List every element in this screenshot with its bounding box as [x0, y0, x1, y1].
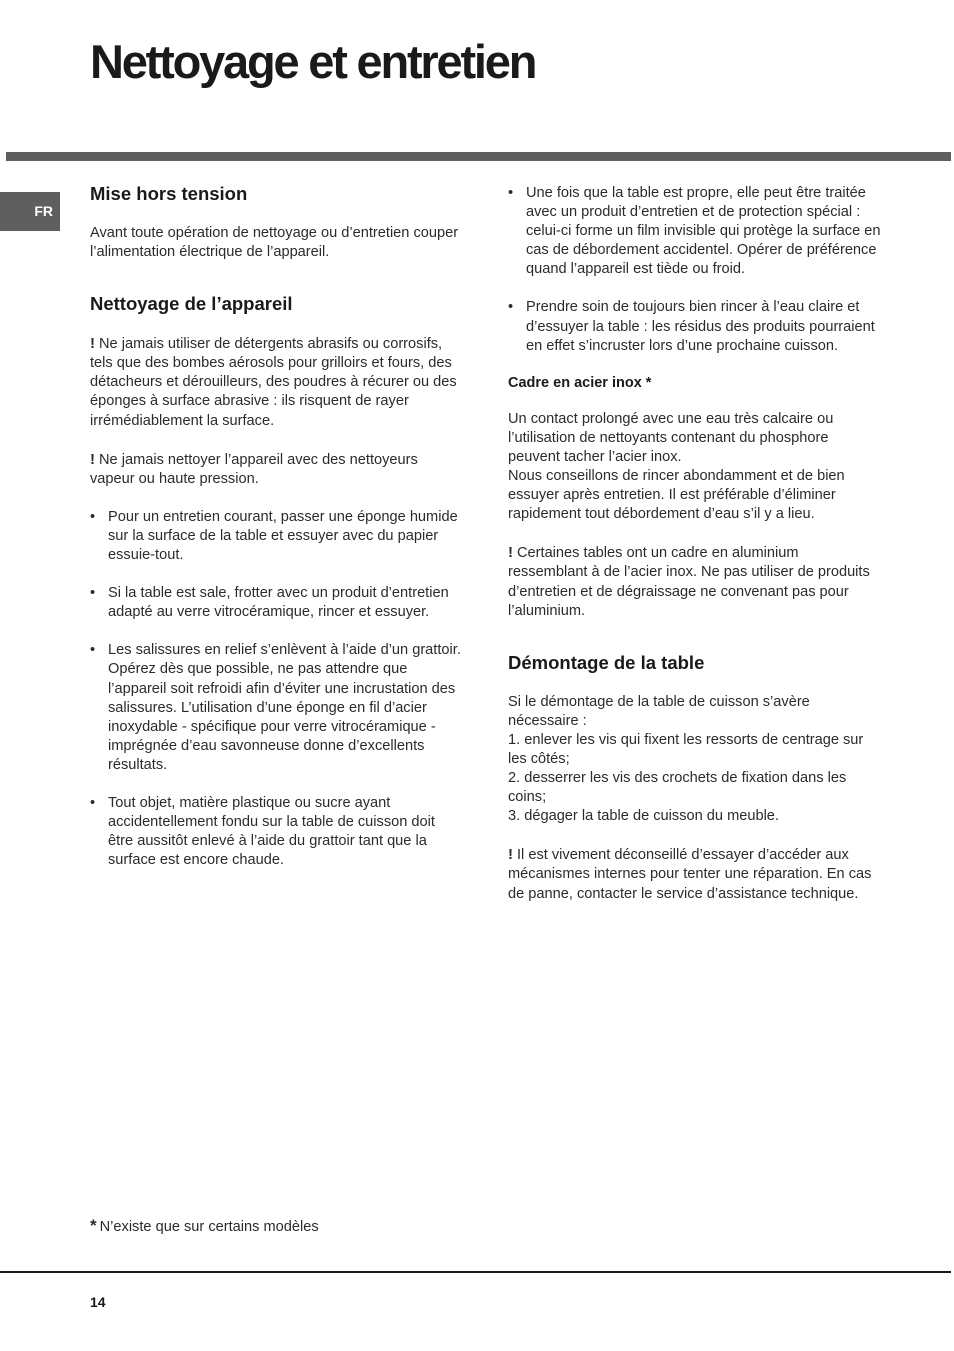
- list-item: [90, 794, 462, 870]
- list-item-text: Une fois que la table est propre, elle peut être traitée avec un produit d’entretien et de protection spécial : celui-ci forme un film invisible qui protège la surface en cas de débordement accidentel. Opérer de préférence quand l’appareil est tiède ou froid.: [526, 185, 881, 278]
- warning-icon: !: [90, 335, 95, 353]
- stainless-text-2: Nous conseillons de rincer abondamment et de bien essuyer après entretien. Il est préférable d’éliminer rapidement tout débordement d’eau s’il y a lieu.: [508, 468, 845, 523]
- bullet-icon: •: [90, 794, 96, 811]
- language-tab: FR: [0, 192, 60, 231]
- footnote: [90, 1216, 319, 1236]
- bullet-icon: •: [508, 299, 514, 316]
- list-item: [508, 298, 882, 355]
- footnote-text: N’existe que sur certains modèles: [99, 1219, 319, 1235]
- list-item-text: Prendre soin de toujours bien rincer à l’eau claire et d’essuyer la table : les résidus des produits pourraient en effet s’incruster lors d’une prochaine cuisson.: [526, 299, 875, 354]
- cleaning-list: [90, 508, 462, 871]
- list-item-text: Pour un entretien courant, passer une éponge humide sur la surface de la table et essuyer avec du papier essuie-tout.: [108, 508, 458, 564]
- warning-abrasives: [90, 334, 462, 430]
- section-heading-power-off: Mise hors tension: [90, 183, 248, 204]
- removal-step-3: 3. dégager la table de cuisson du meuble.: [508, 808, 779, 825]
- warning-text: Ne jamais utiliser de détergents abrasifs ou corrosifs, tels que des bombes aérosols pour grilloirs et fours, des détacheurs et dérouilleurs, des poudres à récurer ou des éponges à surface abrasive : ils risquent de rayer irrémédiablement la surface.: [90, 336, 457, 429]
- warning-icon: !: [90, 450, 95, 468]
- page-title: Nettoyage et entretien: [90, 35, 536, 88]
- power-off-text: Avant toute opération de nettoyage ou d’entretien couper l’alimentation électrique de l’appareil.: [90, 225, 459, 261]
- warning-steam: [90, 450, 462, 489]
- list-item-text: Si la table est sale, frotter avec un produit d’entretien adapté au verre vitrocéramique, rincer et essuyer.: [108, 585, 449, 621]
- bullet-icon: •: [90, 642, 96, 659]
- warning-text: Il est vivement déconseillé d’essayer d’accéder aux mécanismes internes pour tenter une réparation. En cas de panne, contacter le service d’assistance technique.: [508, 847, 872, 902]
- footer-divider: [0, 1271, 951, 1273]
- warning-text: Ne jamais nettoyer l’appareil avec des nettoyeurs vapeur ou haute pression.: [90, 451, 418, 487]
- asterisk-icon: *: [90, 1216, 97, 1235]
- list-item-text: Tout objet, matière plastique ou sucre ayant accidentellement fondu sur la table de cuisson doit être aussitôt enlevé à l’aide du grattoir tant que la surface est encore chaude.: [108, 794, 435, 869]
- list-item: [90, 584, 462, 622]
- left-column: [90, 180, 462, 870]
- warning-icon: !: [508, 544, 513, 562]
- warning-icon: !: [508, 846, 513, 864]
- section-heading-stainless-frame: Cadre en acier inox *: [508, 374, 652, 391]
- list-item: [508, 184, 882, 279]
- page-number: 14: [90, 1294, 106, 1310]
- removal-step-2: 2. desserrer les vis des crochets de fixation dans les coins;: [508, 770, 847, 806]
- list-item: [90, 641, 462, 775]
- removal-step-1: 1. enlever les vis qui fixent les ressorts de centrage sur les côtés;: [508, 731, 864, 767]
- stainless-text-1: Un contact prolongé avec une eau très calcaire ou l’utilisation de nettoyants contenant du phosphore peuvent tacher l’acier inox.: [508, 410, 834, 465]
- removal-intro: Si le démontage de la table de cuisson s’avère nécessaire :: [508, 693, 810, 729]
- list-item: [90, 508, 462, 565]
- warning-text: Certaines tables ont un cadre en aluminium ressemblant à de l’acier inox. Ne pas utiliser de produits d’entretien et de dégraissage ne convenant pas pour l’aluminium.: [508, 545, 870, 619]
- care-list: [508, 184, 882, 356]
- bullet-icon: •: [508, 185, 514, 201]
- bullet-icon: •: [90, 585, 96, 602]
- warning-internal: [508, 845, 882, 903]
- header-divider-bar: [6, 152, 951, 161]
- right-column: [508, 184, 882, 904]
- list-item-text: Les salissures en relief s’enlèvent à l’aide d’un grattoir. Opérez dès que possible, ne pas attendre que l’appareil soit refroidi afin d’éviter une incrustation des salissures. L’utilisation d’une éponge en fil d’acier inoxydable - spécifique pour verre vitrocéramique - imprégnée d’eau savonneuse donne d’excellents résultats.: [108, 642, 461, 773]
- warning-aluminium: [508, 543, 882, 620]
- bullet-icon: •: [90, 508, 96, 525]
- section-heading-cleaning: Nettoyage de l’appareil: [90, 293, 293, 315]
- section-heading-removal: Démontage de la table: [508, 651, 705, 673]
